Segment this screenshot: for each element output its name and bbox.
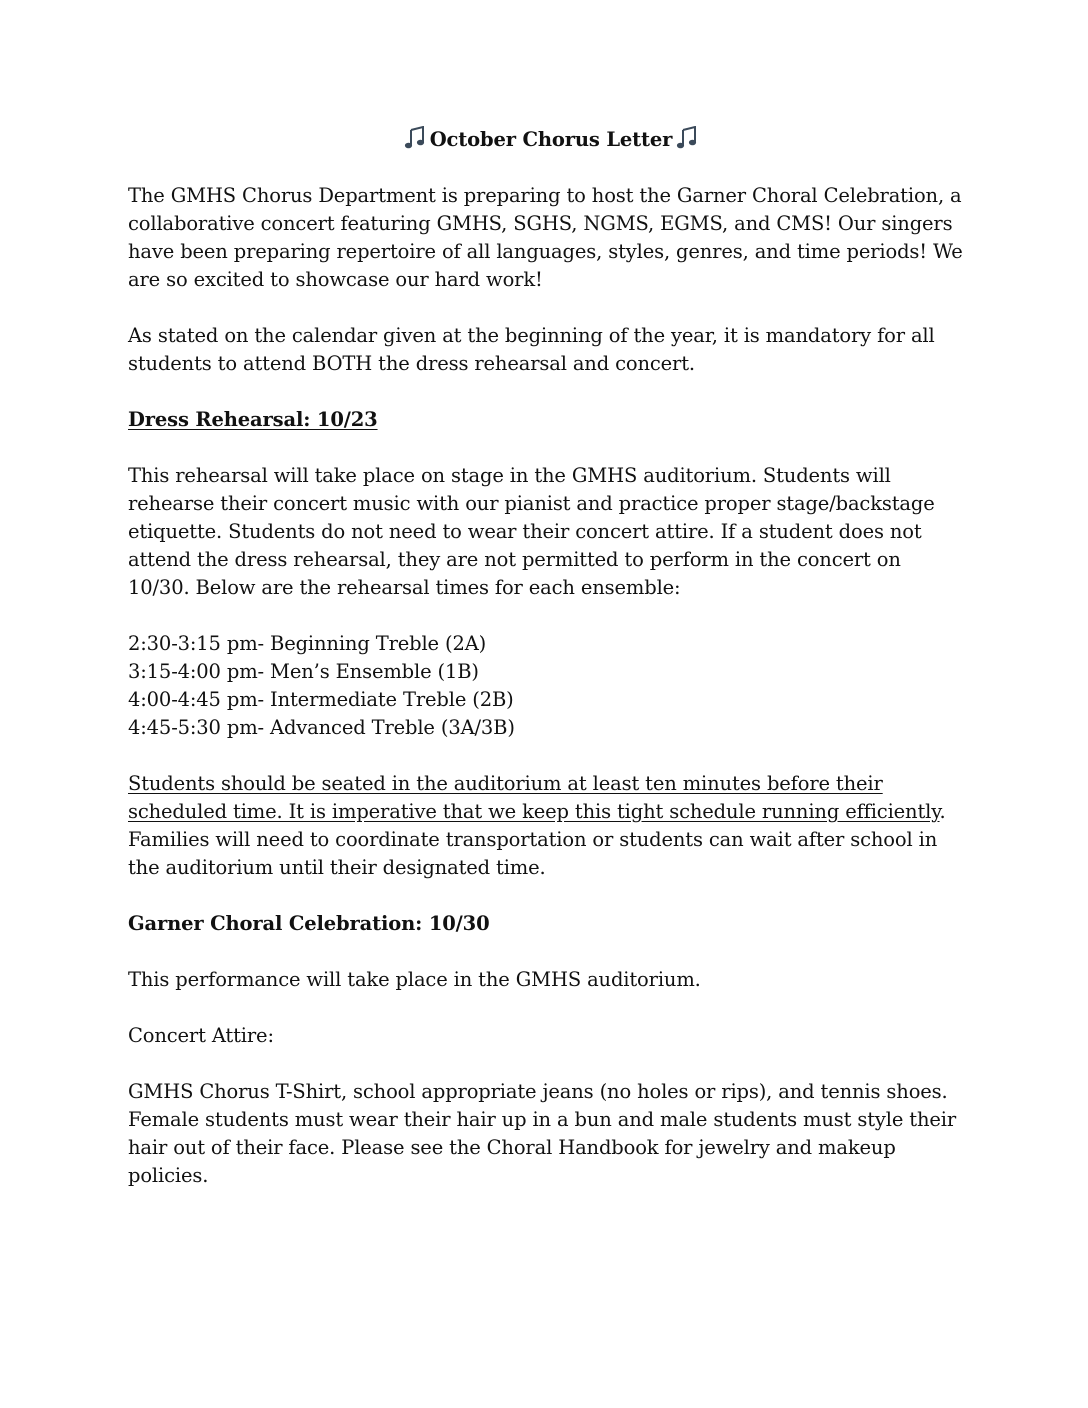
music-note-icon: [676, 126, 698, 150]
heading-text: Garner Choral Celebration: 10/30: [128, 912, 490, 935]
intro-paragraph: The GMHS Chorus Department is preparing to host the Garner Choral Celebration, a collaborative concert featuring GMHS, SGHS, NGMS, EGMS, and CMS! Our singers have been preparing repertoire of all languages, styles, genres, and time periods! We are so excited to showcase our hard work!: [128, 184, 963, 291]
mandatory-paragraph: As stated on the calendar given at the beginning of the year, it is mandatory for all students to attend BOTH the dress rehearsal and concert.: [128, 324, 935, 375]
dress-rehearsal-heading: [128, 406, 964, 434]
seating-note-paragraph: [128, 770, 964, 882]
schedule-item: 3:15-4:00 pm- Men’s Ensemble (1B): [128, 660, 479, 683]
schedule-item: 2:30-3:15 pm- Beginning Treble (2A): [128, 632, 487, 655]
music-note-icon: [404, 126, 426, 150]
letter-body: [128, 126, 964, 1218]
seating-note-emphasis: Students should be seated in the auditorium at least ten minutes before their scheduled time. It is imperative that we keep this tight schedule running efficiently: [128, 772, 940, 823]
celebration-location: This performance will take place in the GMHS auditorium.: [128, 968, 701, 991]
schedule-item: 4:45-5:30 pm- Advanced Treble (3A/3B): [128, 716, 515, 739]
celebration-heading: [128, 910, 964, 938]
schedule-item: 4:00-4:45 pm- Intermediate Treble (2B): [128, 688, 514, 711]
seating-note-rest: . Families will need to coordinate transportation or students can wait after school in the auditorium until their designated time.: [128, 800, 946, 879]
letter-title: [128, 126, 964, 154]
attire-paragraph: GMHS Chorus T-Shirt, school appropriate jeans (no holes or rips), and tennis shoes. Female students must wear their hair up in a bun and male students must style their hair out of their face. Please see the Choral Handbook for jewelry and makeup policies.: [128, 1080, 957, 1187]
attire-label: Concert Attire:: [128, 1024, 274, 1047]
rehearsal-schedule: [128, 630, 964, 742]
title-text: October Chorus Letter: [429, 128, 673, 151]
heading-text: Dress Rehearsal: 10/23: [128, 408, 378, 431]
dress-rehearsal-description: This rehearsal will take place on stage in the GMHS auditorium. Students will rehearse their concert music with our pianist and practice proper stage/backstage etiquette. Students do not need to wear their concert attire. If a student does not attend the dress rehearsal, they are not permitted to perform in the concert on 10/30. Below are the rehearsal times for each ensemble:: [128, 464, 935, 599]
